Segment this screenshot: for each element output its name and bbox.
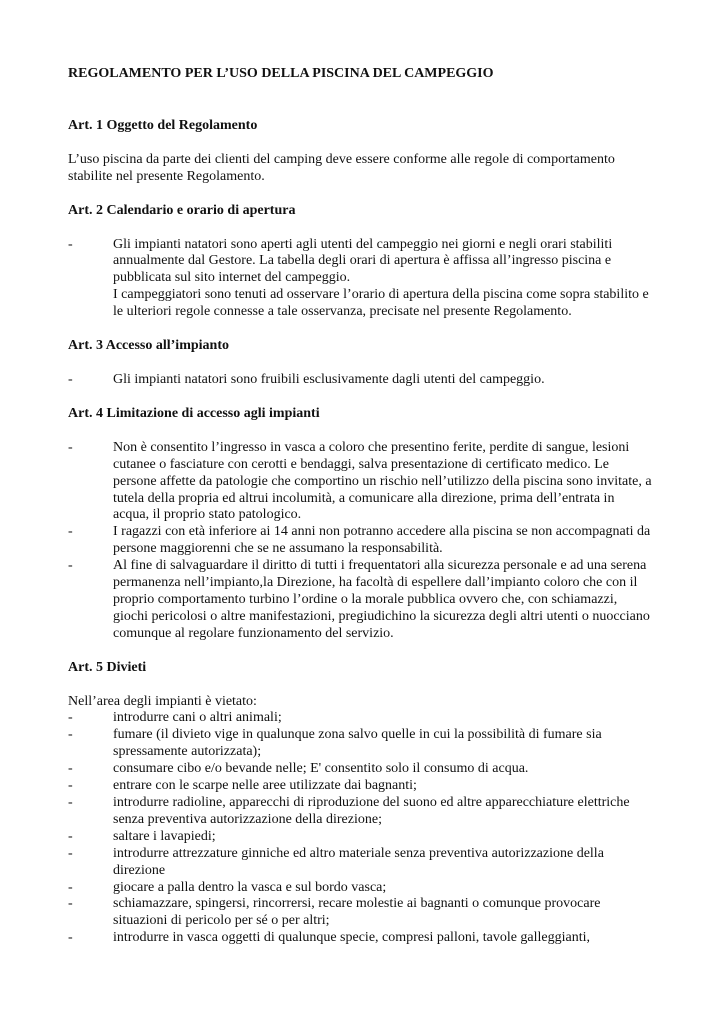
list-item (68, 440, 653, 525)
list-item-text (113, 846, 653, 880)
article-paragraph: L’uso piscina da parte dei clienti del camping deve essere conforme alle regole di comportamento stabilite nel presente Regolamento. (68, 151, 615, 184)
list-item-text (113, 237, 653, 322)
list-item (68, 795, 653, 829)
list-item-paragraph: fumare (il divieto vige in qualunque zona salvo quelle in cui la possibilità di fumare sia spressamente autorizzata); (113, 727, 602, 760)
list-item (68, 880, 653, 897)
list-item (68, 237, 653, 322)
list-bullet: - (68, 710, 73, 726)
article-2 (68, 203, 653, 321)
list-bullet: - (68, 778, 73, 794)
list-item-paragraph: introdurre radioline, apparecchi di riproduzione del suono ed altre apparecchiature elettriche senza preventiva autorizzazione della direzione; (113, 795, 630, 827)
article-intro: Nell’area degli impianti è vietato: (68, 693, 257, 709)
article-4 (68, 406, 653, 643)
list-item-paragraph: giocare a palla dentro la vasca e sul bordo vasca; (113, 879, 387, 895)
list-item-paragraph: Non è consentito l’ingresso in vasca a coloro che presentino ferite, perdite di sangue, lesioni cutanee o fasciature con cerotti e bendaggi, salva presentazione di certificato medico. Le persone affette da patologie che comportino un rischio nell’utilizzo della piscina sono invitate, a tutela della propria ed altrui incolumità, a comunicare alla direzione, prima dell’entrata in acqua, il proprio stato patologico. (113, 439, 652, 523)
list-item-text (113, 880, 653, 897)
list-item (68, 372, 653, 389)
article-item-list (68, 710, 653, 947)
article-item-list (68, 237, 653, 322)
list-item-paragraph: I campeggiatori sono tenuti ad osservare l’orario di apertura della piscina come sopra stabilito e le ulteriori regole connesse a tale osservanza, precisate nel presente Regolamento. (113, 287, 649, 320)
list-item (68, 778, 653, 795)
list-item-paragraph: I ragazzi con età inferiore ai 14 anni non potranno accedere alla piscina se non accompagnati da persone maggiorenni che se ne assumano la responsabilità. (113, 524, 651, 557)
list-item-text (113, 761, 653, 778)
list-item (68, 524, 653, 558)
list-item-text (113, 896, 653, 930)
list-bullet: - (68, 727, 73, 743)
list-bullet: - (68, 371, 73, 387)
list-bullet: - (68, 236, 73, 252)
article-heading: Art. 5 Divieti (68, 659, 147, 675)
list-bullet: - (68, 845, 73, 861)
list-bullet: - (68, 761, 73, 777)
list-bullet: - (68, 930, 73, 946)
list-item-text (113, 372, 653, 389)
list-item-text (113, 524, 653, 558)
article-heading: Art. 4 Limitazione di accesso agli impianti (68, 405, 320, 421)
list-item (68, 930, 653, 947)
list-item-text (113, 829, 653, 846)
list-item-text (113, 710, 653, 727)
article-heading: Art. 2 Calendario e orario di apertura (68, 202, 296, 218)
list-bullet: - (68, 795, 73, 810)
list-item-paragraph: consumare cibo e/o bevande nelle; E' consentito solo il consumo di acqua. (113, 761, 529, 777)
list-bullet: - (68, 524, 73, 540)
article-heading: Art. 3 Accesso all’impianto (68, 338, 229, 354)
article-3 (68, 338, 653, 389)
list-item-text (113, 930, 653, 947)
article-5 (68, 660, 653, 948)
list-item (68, 829, 653, 846)
list-item-paragraph: introdurre attrezzature ginniche ed altro materiale senza preventiva autorizzazione della direzione (113, 845, 604, 878)
list-bullet: - (68, 828, 73, 844)
list-item-text (113, 558, 653, 643)
list-item (68, 558, 653, 643)
list-item-text (113, 727, 653, 761)
list-item-paragraph: Gli impianti natatori sono aperti agli utenti del campeggio nei giorni e negli orari stabiliti annualmente dal Gestore. La tabella degli orari di apertura è affissa all’ingresso piscina e pubblicata sul sito internet del campeggio. (113, 236, 613, 286)
list-item-text (113, 440, 653, 525)
list-bullet: - (68, 879, 73, 895)
article-item-list (68, 372, 653, 389)
list-item-paragraph: Al fine di salvaguardare il diritto di tutti i frequentatori alla sicurezza personale e ad una serena permanenza nell’impianto,la Direzione, ha facoltà di espellere dall’impianto coloro che con il proprio comportamento turbino l’ordine o la morale pubblica ovvero che, con schiamazzi, giochi pericolosi o altre manifestazioni, pregiudichino la sicurezza degli altri utenti o nuocciano comunque al regolare funzionamento del servizio. (113, 558, 650, 641)
article-item-list (68, 440, 653, 643)
list-item-paragraph: introdurre in vasca oggetti di qualunque specie, compresi palloni, tavole galleggianti, (113, 930, 591, 946)
list-item (68, 846, 653, 880)
list-bullet: - (68, 439, 73, 455)
list-item-text (113, 778, 653, 795)
list-item-text (113, 795, 653, 829)
list-item (68, 727, 653, 761)
list-bullet: - (68, 558, 73, 574)
document-title: REGOLAMENTO PER L’USO DELLA PISCINA DEL CAMPEGGIO (68, 66, 494, 81)
list-item (68, 710, 653, 727)
list-item (68, 761, 653, 778)
list-item-paragraph: introdurre cani o altri animali; (113, 710, 282, 726)
list-item-paragraph: schiamazzare, spingersi, rincorrersi, recare molestie ai bagnanti o comunque provocare situazioni di pericolo per sé o per altri; (113, 896, 601, 929)
list-item (68, 896, 653, 930)
article-1 (68, 118, 653, 186)
list-bullet: - (68, 896, 73, 912)
list-item-paragraph: Gli impianti natatori sono fruibili esclusivamente dagli utenti del campeggio. (113, 371, 545, 387)
article-heading: Art. 1 Oggetto del Regolamento (68, 117, 258, 133)
list-item-paragraph: entrare con le scarpe nelle aree utilizzate dai bagnanti; (113, 778, 417, 794)
articles-container (68, 118, 653, 947)
list-item-paragraph: saltare i lavapiedi; (113, 828, 216, 844)
